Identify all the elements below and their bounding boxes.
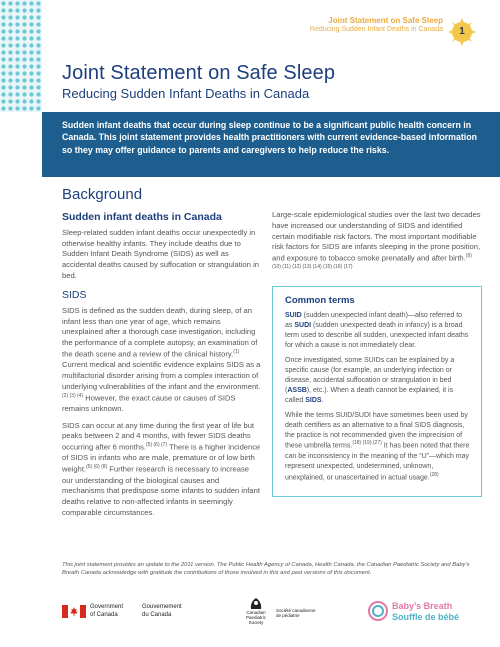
canada-flag-icon bbox=[62, 605, 86, 618]
running-header-subtitle: Reducing Sudden Infant Deaths in Canada bbox=[309, 26, 443, 33]
paragraph-sudden-infant-deaths: Sleep-related sudden infant deaths occur unexpectedly in otherwise healthy infants. They include deaths due to Sudden Infant Death Syndrome (SIDS) as well as accidental deaths caused by suffocation or strangulation in bed. bbox=[62, 227, 260, 281]
canadian-paediatric-society-logo bbox=[240, 596, 320, 624]
acknowledgement-footnote: This joint statement provides an update to the 2011 version. The Public Health Agency of Canada, Health Canada, the Canadian Paediatric Society and Baby’s Breath Canada acknowledge with gratitude the contributions of those involved in this and past versions of this document. bbox=[62, 562, 470, 577]
term-suid: SUID (sudden unexpected infant death)—also referred to as SUDI (sudden unexpected death in infancy) is a broad term used to describe all sudden, unexpected infant deaths for which a cause is not immediately clear. bbox=[285, 312, 469, 350]
document-title: Joint Statement on Safe Sleep bbox=[62, 62, 336, 84]
paragraph-risk-factors: Large-scale epidemiological studies over the last two decades have increased our understanding of SIDS and identified certain modifiable risk factors. The most important modifiable risk factors for SIDS are infants sleeping in the prone position, and exposure to tobacco smoke prenatally and after birth.$^{(9) (10) (11) (12) (13) (14) (15) (16) (17)}$ bbox=[272, 210, 481, 271]
babys-breath-emblem-icon bbox=[368, 599, 388, 623]
cps-name-fr: Société canadienne de pédiatrie bbox=[276, 608, 316, 619]
term-sids: Once investigated, some SUIDs can be explained by a specific cause (for example, an underlying infection or disease, accidental suffocation or strangulation in bed (ASSB), etc.). When a death cannot be explained, it is called SIDS. bbox=[285, 356, 455, 404]
babys-breath-name-fr: Souffle de bébé bbox=[392, 612, 460, 622]
babys-breath-logo bbox=[368, 599, 488, 625]
term-usage-note: While the terms SUID/SUDI have sometimes been used by death certifiers as an alternative to a final SIDS diagnosis, the practice is not recommended given the imprecision of these umbrella terms.$^{(18) (19) (27)}$ It has been noted that there can be inconsistency in the meaning of the “U”—which may represent unexpected, undetermined, unknown, unexplained, or unascertained in actual usage.$^{(28)}$ bbox=[285, 411, 470, 481]
running-header-title: Joint Statement on Safe Sleep bbox=[328, 16, 443, 25]
intro-summary: Sudden infant deaths that occur during sleep continue to be a significant public health concern in Canada. This joint statement provides health practitioners with current evidence-based information so they may offer guidance to parents and caregivers to help reduce the risks. bbox=[42, 112, 500, 177]
babys-breath-name-en: Baby’s Breath bbox=[392, 601, 453, 611]
gc-name-fr-line1: Gouvernement bbox=[142, 604, 182, 610]
left-column bbox=[62, 210, 261, 525]
running-header bbox=[310, 16, 443, 35]
subheading-sids: SIDS bbox=[62, 288, 87, 301]
paragraph-sids-timing: SIDS can occur at any time during the first year of life but peaks between 2 and 4 months, with fewer SIDS deaths occurring after 6 months.$^{(5) (6) (7)}$ There is a higher incidence of SIDS in infants who are male, premature or of low birth weight.$^{(5) (6) (8)}$ Further research is necessary to increase our understanding of the biological causes and mechanisms that predispose some infants to sudden infant deaths relative to non-affected infants in seemingly comparable circumstances. bbox=[62, 420, 261, 517]
gc-name-en-line1: Government bbox=[90, 604, 124, 610]
paragraph-sids-definition: SIDS is defined as the sudden death, during sleep, of an infant less than one year of age, which remains unexplained after a thorough case investigation, including the performance of a complete autopsy, an examination of the death scene and a review of the clinical history.$^{(1)}$ Current medical and scientific evidence explains SIDS as a multifactorial disorder arising from a complex interaction of underlying vulnerabilities of the infant and the environment.$^{(2) (3) (4)}$ However, the exact cause or causes of SIDS remains unknown. bbox=[62, 305, 261, 413]
subheading-sudden-infant-deaths: Sudden infant deaths in Canada bbox=[62, 211, 222, 223]
decorative-dot-pattern bbox=[0, 0, 42, 112]
gc-name-en-line2: of Canada bbox=[90, 611, 118, 618]
common-terms-box bbox=[272, 286, 482, 497]
right-column bbox=[272, 210, 482, 497]
cps-emblem-icon bbox=[248, 596, 264, 611]
cps-name-en: Canadian Paediatric Society bbox=[245, 610, 266, 626]
gc-name-fr-line2: du Canada bbox=[142, 611, 172, 618]
section-heading-background: Background bbox=[62, 186, 143, 203]
page-number: 1 bbox=[459, 26, 465, 37]
document-subtitle: Reducing Sudden Infant Deaths in Canada bbox=[62, 86, 310, 101]
page-number-badge bbox=[448, 18, 476, 46]
common-terms-heading: Common terms bbox=[285, 294, 355, 306]
